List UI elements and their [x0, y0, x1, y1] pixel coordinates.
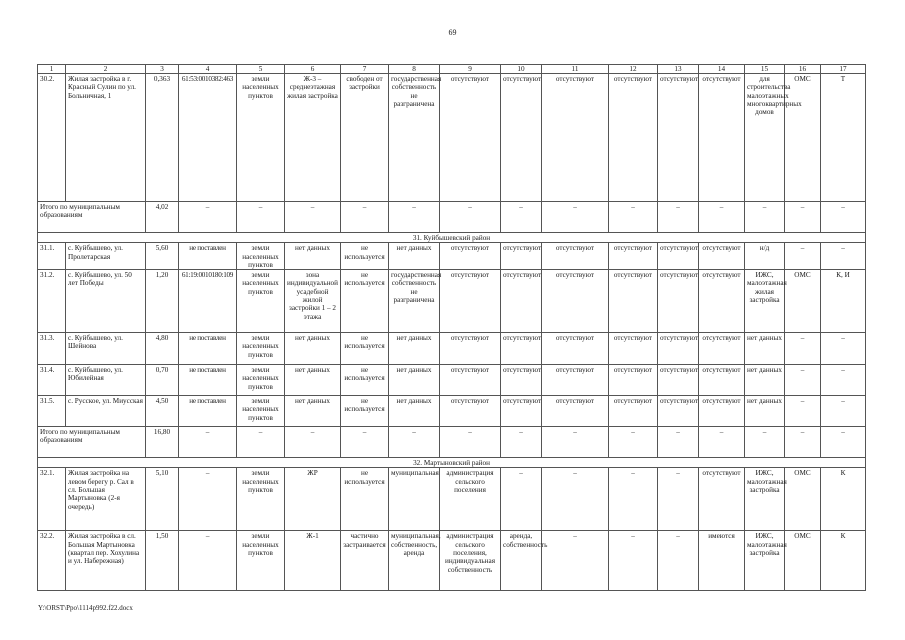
cell-col-9: отсутствуют: [440, 74, 501, 202]
column-number: 15: [745, 65, 785, 74]
cell-col-15: ИЖС, малоэтажная жилая застройка: [745, 270, 785, 333]
dash-cell: –: [699, 427, 745, 458]
cell-col-9: отсутствуют: [440, 333, 501, 365]
table-row: [38, 396, 866, 427]
cell-col-13: отсутствуют: [658, 270, 699, 333]
table-row: [38, 74, 866, 202]
cell-col-14: отсутствуют: [699, 365, 745, 396]
dash-cell: –: [501, 427, 542, 458]
cell-col-6: нет данных: [285, 333, 341, 365]
footer-file-path: Y:\ORST\Ppo\1114p992.f22.docx: [38, 604, 133, 612]
cell-col-6: нет данных: [285, 365, 341, 396]
dash-cell: –: [542, 427, 609, 458]
cell-col-13: отсутствуют: [658, 243, 699, 270]
cell-col-5: земли населенных пунктов: [237, 270, 285, 333]
column-number: 14: [699, 65, 745, 74]
table-row: [38, 333, 866, 365]
cell-col-6: Ж-1: [285, 531, 341, 591]
cell-col-15: нет данных: [745, 396, 785, 427]
cell-col-2: с. Куйбышево, ул. 50 лет Победы: [66, 270, 146, 333]
cell-col-4: 61:53:0010382:463: [179, 74, 237, 202]
cell-col-1: 31.5.: [38, 396, 66, 427]
cell-col-7: не используется: [341, 396, 389, 427]
section-title: 31. Куйбышевский район: [38, 233, 866, 243]
cell-col-15: для строительства малоэтажных многоквартирных домов: [745, 74, 785, 202]
cell-col-17: К: [821, 468, 866, 531]
land-plots-table: [37, 64, 866, 591]
cell-col-13: –: [658, 531, 699, 591]
column-number: 13: [658, 65, 699, 74]
cell-col-3: 5,60: [146, 243, 179, 270]
dash-cell: –: [341, 427, 389, 458]
cell-col-15: ИЖС, малоэтажная застройка: [745, 531, 785, 591]
cell-col-16: ОМС: [785, 74, 821, 202]
cell-col-2: с. Русское, ул. Миусская: [66, 396, 146, 427]
cell-col-15: н/д: [745, 243, 785, 270]
dash-cell: –: [285, 202, 341, 233]
column-number: 3: [146, 65, 179, 74]
table-row: [38, 270, 866, 333]
cell-col-1: 32.1.: [38, 468, 66, 531]
cell-col-16: –: [785, 333, 821, 365]
cell-col-11: отсутствуют: [542, 396, 609, 427]
cell-col-12: –: [609, 531, 658, 591]
total-label: Итого по муниципальным образованиям: [38, 427, 146, 458]
cell-col-7: не используется: [341, 270, 389, 333]
cell-col-4: не поставлен: [179, 365, 237, 396]
cell-col-8: муниципальная: [389, 468, 440, 531]
cell-col-7: частично застраивается: [341, 531, 389, 591]
section-title: 32. Мартыновский район: [38, 458, 866, 468]
cell-col-13: отсутствуют: [658, 74, 699, 202]
cell-col-12: отсутствуют: [609, 74, 658, 202]
dash-cell: –: [785, 427, 821, 458]
cell-col-6: нет данных: [285, 243, 341, 270]
cell-col-4: не поставлен: [179, 333, 237, 365]
dash-cell: –: [745, 427, 785, 458]
cell-col-12: –: [609, 468, 658, 531]
column-number: 12: [609, 65, 658, 74]
section-row: [38, 458, 866, 468]
dash-cell: –: [821, 427, 866, 458]
cell-col-16: –: [785, 243, 821, 270]
cell-col-11: отсутствуют: [542, 243, 609, 270]
dash-cell: –: [285, 427, 341, 458]
cell-col-10: отсутствуют: [501, 396, 542, 427]
cell-col-12: отсутствуют: [609, 396, 658, 427]
cell-col-17: К, И: [821, 270, 866, 333]
cell-col-14: отсутствуют: [699, 74, 745, 202]
cell-col-14: отсутствуют: [699, 270, 745, 333]
cell-col-12: отсутствуют: [609, 243, 658, 270]
cell-col-16: –: [785, 396, 821, 427]
cell-col-5: земли населенных пунктов: [237, 365, 285, 396]
cell-col-7: свободен от застройки: [341, 74, 389, 202]
dash-cell: –: [389, 202, 440, 233]
cell-col-6: нет данных: [285, 396, 341, 427]
table-body: [38, 65, 866, 591]
table-row: [38, 468, 866, 531]
cell-col-12: отсутствуют: [609, 365, 658, 396]
cell-col-8: муниципальная, собственность, аренда: [389, 531, 440, 591]
dash-cell: –: [179, 202, 237, 233]
cell-col-17: –: [821, 243, 866, 270]
total-area: 16,80: [146, 427, 179, 458]
cell-col-8: государственная собственность не разграничена: [389, 74, 440, 202]
cell-col-4: –: [179, 468, 237, 531]
cell-col-8: нет данных: [389, 365, 440, 396]
cell-col-1: 30.2.: [38, 74, 66, 202]
cell-col-10: отсутствуют: [501, 333, 542, 365]
dash-cell: –: [745, 202, 785, 233]
cell-col-10: отсутствуют: [501, 365, 542, 396]
cell-col-15: ИЖС, малоэтажная застройка: [745, 468, 785, 531]
cell-col-9: отсутствуют: [440, 270, 501, 333]
cell-col-7: не используется: [341, 468, 389, 531]
cell-col-9: отсутствуют: [440, 396, 501, 427]
cell-col-14: отсутствуют: [699, 333, 745, 365]
cell-col-5: земли населенных пунктов: [237, 468, 285, 531]
cell-col-11: отсутствуют: [542, 365, 609, 396]
column-number: 11: [542, 65, 609, 74]
column-number-row: [38, 65, 866, 74]
cell-col-3: 4,80: [146, 333, 179, 365]
cell-col-11: отсутствуют: [542, 74, 609, 202]
cell-col-15: нет данных: [745, 333, 785, 365]
cell-col-14: отсутствуют: [699, 396, 745, 427]
cell-col-9: отсутствуют: [440, 365, 501, 396]
column-number: 8: [389, 65, 440, 74]
section-row: [38, 233, 866, 243]
column-number: 9: [440, 65, 501, 74]
total-area: 4,02: [146, 202, 179, 233]
cell-col-16: ОМС: [785, 468, 821, 531]
cell-col-11: отсутствуют: [542, 270, 609, 333]
dash-cell: –: [341, 202, 389, 233]
column-number: 16: [785, 65, 821, 74]
dash-cell: –: [658, 427, 699, 458]
dash-cell: –: [501, 202, 542, 233]
cell-col-14: отсутствуют: [699, 468, 745, 531]
cell-col-9: отсутствуют: [440, 243, 501, 270]
cell-col-2: Жилая застройка на левом берегу р. Сал в сл. Большая Мартыновка (2-я очередь): [66, 468, 146, 531]
cell-col-10: отсутствуют: [501, 74, 542, 202]
cell-col-4: –: [179, 531, 237, 591]
cell-col-5: земли населенных пунктов: [237, 333, 285, 365]
cell-col-2: с. Куйбышево, ул. Пролетарская: [66, 243, 146, 270]
cell-col-2: с. Куйбышево, ул. Юбилейная: [66, 365, 146, 396]
cell-col-3: 0,363: [146, 74, 179, 202]
dash-cell: –: [440, 202, 501, 233]
cell-col-13: отсутствуют: [658, 333, 699, 365]
column-number: 2: [66, 65, 146, 74]
cell-col-3: 1,50: [146, 531, 179, 591]
cell-col-4: не поставлен: [179, 396, 237, 427]
cell-col-16: –: [785, 365, 821, 396]
dash-cell: –: [440, 427, 501, 458]
cell-col-1: 31.3.: [38, 333, 66, 365]
column-number: 7: [341, 65, 389, 74]
dash-cell: –: [699, 202, 745, 233]
cell-col-1: 32.2.: [38, 531, 66, 591]
cell-col-8: нет данных: [389, 396, 440, 427]
table-row: [38, 243, 866, 270]
cell-col-10: –: [501, 468, 542, 531]
cell-col-2: с. Куйбышево, ул. Шейнова: [66, 333, 146, 365]
dash-cell: –: [658, 202, 699, 233]
cell-col-8: нет данных: [389, 243, 440, 270]
column-number: 17: [821, 65, 866, 74]
cell-col-3: 4,50: [146, 396, 179, 427]
cell-col-1: 31.1.: [38, 243, 66, 270]
cell-col-1: 31.4.: [38, 365, 66, 396]
cell-col-17: К: [821, 531, 866, 591]
table-row: [38, 531, 866, 591]
cell-col-17: –: [821, 333, 866, 365]
cell-col-10: отсутствуют: [501, 270, 542, 333]
cell-col-8: государственная собственность не разграничена: [389, 270, 440, 333]
cell-col-3: 5,10: [146, 468, 179, 531]
cell-col-4: 61:19:0010180:109: [179, 270, 237, 333]
cell-col-16: ОМС: [785, 270, 821, 333]
cell-col-14: имеются: [699, 531, 745, 591]
dash-cell: –: [821, 202, 866, 233]
cell-col-17: –: [821, 365, 866, 396]
cell-col-7: не используется: [341, 333, 389, 365]
cell-col-9: администрация сельского поселения: [440, 468, 501, 531]
cell-col-3: 0,70: [146, 365, 179, 396]
total-row: [38, 202, 866, 233]
column-number: 1: [38, 65, 66, 74]
cell-col-7: не используется: [341, 365, 389, 396]
table-row: [38, 365, 866, 396]
dash-cell: –: [179, 427, 237, 458]
cell-col-10: аренда, собственность: [501, 531, 542, 591]
cell-col-2: Жилая застройка в г. Красный Сулин по ул. Больничная, 1: [66, 74, 146, 202]
column-number: 5: [237, 65, 285, 74]
total-label: Итого по муниципальным образованиям: [38, 202, 146, 233]
total-row: [38, 427, 866, 458]
dash-cell: –: [609, 202, 658, 233]
cell-col-5: земли населенных пунктов: [237, 396, 285, 427]
cell-col-5: земли населенных пунктов: [237, 74, 285, 202]
column-number: 10: [501, 65, 542, 74]
cell-col-10: отсутствуют: [501, 243, 542, 270]
cell-col-6: ЖР: [285, 468, 341, 531]
cell-col-17: –: [821, 396, 866, 427]
cell-col-15: нет данных: [745, 365, 785, 396]
page-number: 69: [448, 28, 457, 37]
column-number: 4: [179, 65, 237, 74]
dash-cell: –: [237, 427, 285, 458]
cell-col-5: земли населенных пунктов: [237, 243, 285, 270]
cell-col-5: земли населенных пунктов: [237, 531, 285, 591]
cell-col-6: Ж-3 – среднеэтажная жилая застройка: [285, 74, 341, 202]
column-number: 6: [285, 65, 341, 74]
cell-col-14: отсутствуют: [699, 243, 745, 270]
dash-cell: –: [542, 202, 609, 233]
cell-col-11: –: [542, 468, 609, 531]
cell-col-2: Жилая застройка в сл. Большая Мартыновка (квартал пер. Хохулина и ул. Набережная): [66, 531, 146, 591]
dash-cell: –: [237, 202, 285, 233]
cell-col-12: отсутствуют: [609, 333, 658, 365]
dash-cell: –: [785, 202, 821, 233]
cell-col-3: 1,20: [146, 270, 179, 333]
cell-col-16: ОМС: [785, 531, 821, 591]
cell-col-13: –: [658, 468, 699, 531]
cell-col-11: –: [542, 531, 609, 591]
cell-col-17: Т: [821, 74, 866, 202]
cell-col-11: отсутствуют: [542, 333, 609, 365]
cell-col-4: не поставлен: [179, 243, 237, 270]
cell-col-13: отсутствуют: [658, 365, 699, 396]
cell-col-12: отсутствуют: [609, 270, 658, 333]
cell-col-6: зона индивидуальной усадебной жилой застройки 1 – 2 этажа: [285, 270, 341, 333]
dash-cell: –: [389, 427, 440, 458]
cell-col-9: администрация сельского поселения, индивидуальная собственность: [440, 531, 501, 591]
cell-col-1: 31.2.: [38, 270, 66, 333]
cell-col-7: не используется: [341, 243, 389, 270]
cell-col-13: отсутствуют: [658, 396, 699, 427]
dash-cell: –: [609, 427, 658, 458]
cell-col-8: нет данных: [389, 333, 440, 365]
